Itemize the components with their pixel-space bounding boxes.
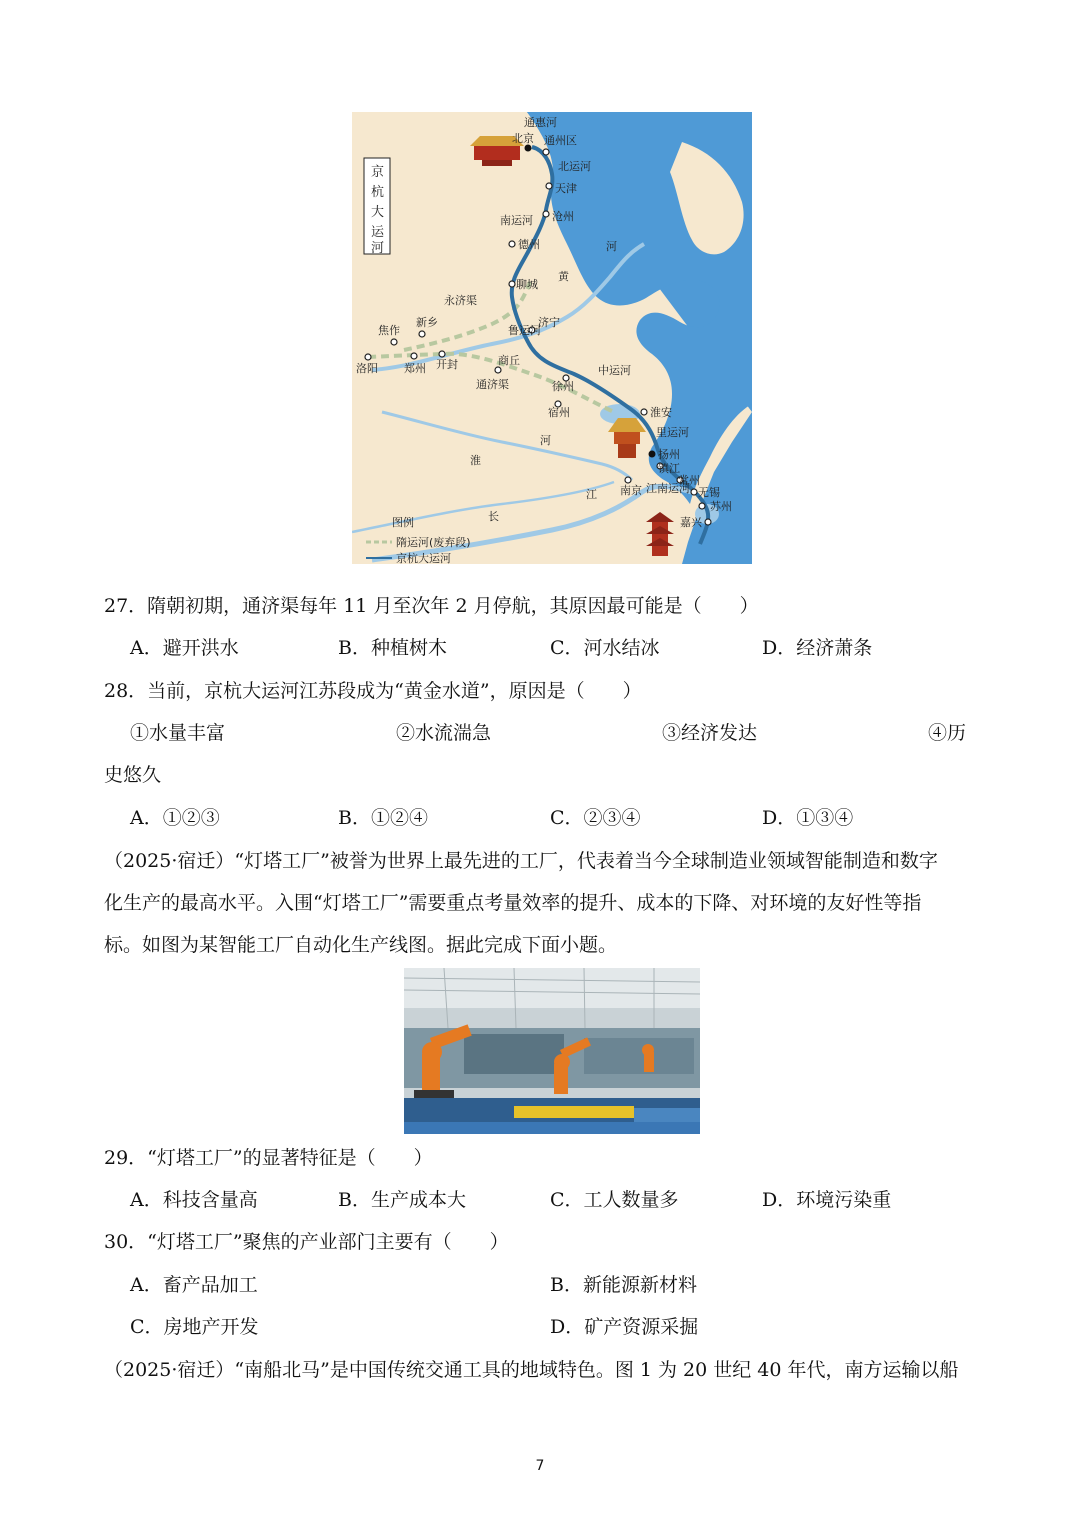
label-beijing: 北京 (512, 132, 534, 145)
q29-stem: 29．“灯塔工厂”的显著特征是（ ） (104, 1147, 433, 1169)
label-huai2: 河 (540, 434, 551, 447)
intro2-line1: （2025·宿迁）“南船北马”是中国传统交通工具的地域特色。图 1 为 20 世纪 40 年代，南方运输以船 (104, 1359, 959, 1381)
label-suzhou: 苏州 (710, 500, 732, 513)
q30-stem: 30．“灯塔工厂”聚焦的产业部门主要有（ ） (104, 1231, 509, 1253)
intro1-line1: （2025·宿迁）“灯塔工厂”被誉为世界上最先进的工厂，代表着当今全球制造业领域智能制造和数字 (104, 850, 938, 872)
q29-option-c: C．工人数量多 (550, 1189, 679, 1211)
svg-text:杭: 杭 (371, 185, 385, 200)
q28-statement-3: ③经济发达 (662, 722, 758, 744)
label-tonghui: 通惠河 (524, 116, 557, 129)
label-liaocheng: 聊城 (516, 278, 538, 291)
svg-text:河: 河 (371, 241, 385, 256)
q28-statement-4b: 史悠久 (104, 764, 162, 786)
svg-text:大: 大 (371, 205, 385, 220)
q27-option-a: A．避开洪水 (130, 637, 239, 659)
label-jiaozuo: 焦作 (378, 324, 400, 337)
label-wuxi: 无锡 (698, 486, 720, 499)
factory-production-line-photo (404, 968, 700, 1134)
q27-option-c: C．河水结冰 (550, 637, 660, 659)
grand-canal-map (352, 112, 752, 564)
q28-option-b: B．①②④ (338, 807, 428, 829)
label-suzhou-ah: 宿州 (548, 406, 570, 419)
label-huang1: 黄 (558, 270, 569, 283)
label-cangzhou: 沧州 (552, 210, 574, 223)
label-tianjin: 天津 (555, 182, 577, 195)
q28-statement-4a: ④历 (928, 722, 967, 744)
q27-option-b: B．种植树木 (338, 637, 447, 659)
intro1-line3: 标。如图为某智能工厂自动化生产线图。据此完成下面小题。 (104, 934, 618, 956)
q28-option-a: A．①②③ (130, 807, 220, 829)
q29-option-d: D．环境污染重 (762, 1189, 892, 1211)
label-south-canal: 南运河 (500, 214, 533, 227)
label-zhong-canal: 中运河 (598, 364, 631, 377)
label-north-canal: 北运河 (558, 160, 591, 173)
q27-option-d: D．经济萧条 (762, 637, 873, 659)
label-lu-canal: 鲁运河 (508, 324, 541, 337)
intro1-line2: 化生产的最高水平。入围“灯塔工厂”需要重点考量效率的提升、成本的下降、对环境的友好性等指 (104, 892, 922, 914)
label-zhengzhou: 郑州 (404, 362, 426, 375)
q28-option-c: C．②③④ (550, 807, 641, 829)
q30-option-c: C．房地产开发 (130, 1316, 259, 1338)
label-xinxiang: 新乡 (416, 316, 438, 329)
label-changzhou: 常州 (678, 474, 700, 487)
svg-text:京: 京 (371, 165, 385, 180)
label-shangqiu: 商丘 (498, 354, 520, 367)
label-yangzhou: 扬州 (658, 448, 680, 461)
label-nanjing: 南京 (620, 484, 642, 497)
label-tongzhou: 通州区 (544, 134, 577, 147)
legend-jh: 京杭大运河 (396, 552, 451, 564)
q27-stem: 27．隋朝初期，通济渠每年 11 月至次年 2 月停航，其原因最可能是（ ） (104, 595, 759, 617)
label-kaifeng: 开封 (436, 358, 458, 371)
q28-statement-2: ②水流湍急 (396, 722, 492, 744)
q29-option-a: A．科技含量高 (130, 1189, 258, 1211)
label-huai1: 淮 (470, 454, 481, 467)
q28-statement-1: ①水量丰富 (130, 722, 226, 744)
legend-title: 图例 (392, 516, 414, 529)
label-dezhou: 德州 (518, 238, 540, 251)
q30-option-d: D．矿产资源采掘 (550, 1316, 699, 1338)
label-xuzhou: 徐州 (552, 380, 574, 393)
label-jiaxing: 嘉兴 (680, 516, 702, 529)
label-tongji: 通济渠 (476, 378, 509, 391)
label-li-canal: 里运河 (656, 426, 689, 439)
q30-option-b: B．新能源新材料 (550, 1274, 697, 1296)
q30-option-a: A．畜产品加工 (130, 1274, 258, 1296)
label-huaian: 淮安 (650, 406, 672, 419)
label-luoyang: 洛阳 (356, 362, 378, 375)
label-huang2: 河 (606, 240, 617, 253)
label-zhenjiang: 镇江 (658, 462, 680, 475)
label-yongji: 永济渠 (444, 294, 477, 307)
label-jining: 济宁 (538, 316, 560, 329)
legend-sui: 隋运河(废弃段) (396, 536, 471, 549)
page-number: 7 (535, 1458, 545, 1474)
q29-option-b: B．生产成本大 (338, 1189, 466, 1211)
q28-stem: 28．当前，京杭大运河江苏段成为“黄金水道”，原因是（ ） (104, 680, 642, 702)
q28-option-d: D．①③④ (762, 807, 854, 829)
label-jiangnan-canal: 江南运河 (646, 482, 690, 495)
label-jiang1: 长 (488, 510, 499, 523)
svg-text:运: 运 (371, 225, 385, 240)
label-jiang2: 江 (586, 488, 597, 501)
